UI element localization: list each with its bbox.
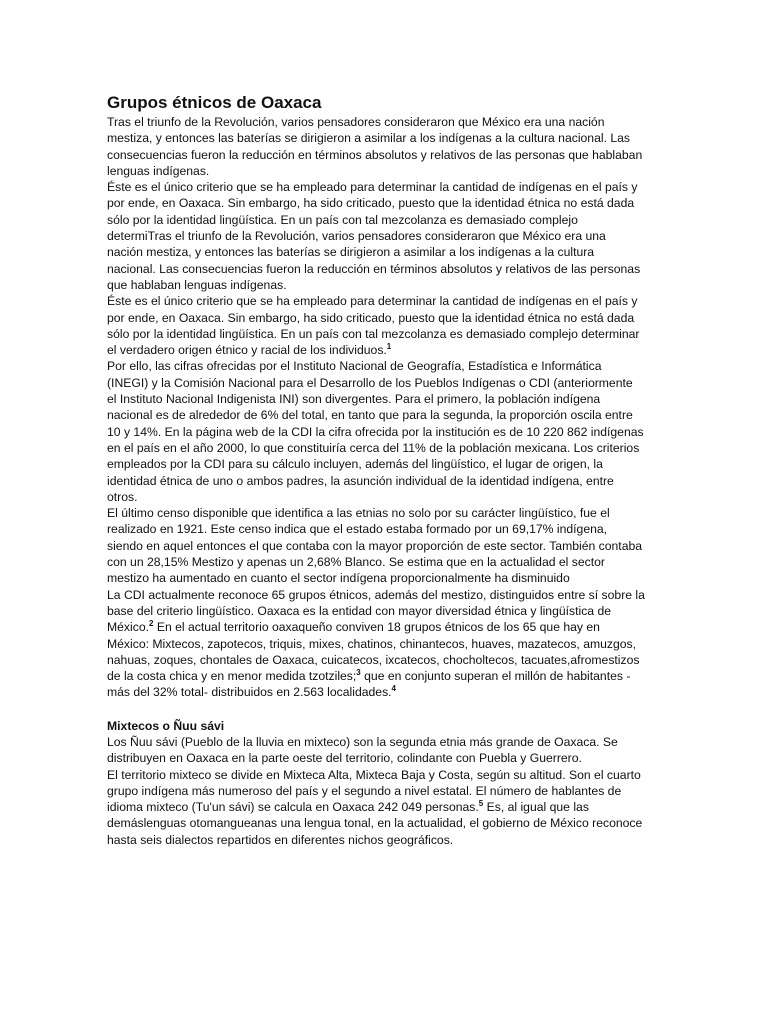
footnote-ref[interactable]: 3 [356,668,361,678]
paragraph-text: Es, al igual que las demáslenguas otomangueanas una lengua tonal, en la actualidad, el gobierno de México reconoce hasta seis dialectos repartidos en diferentes nichos geográficos. [107,800,643,847]
paragraph [107,293,645,358]
paragraph-text: El territorio mixteco se divide en Mixteca Alta, Mixteca Baja y Costa, según su altitud. Son el cuarto grupo indígena más numeroso del país y el segundo a nivel estatal. El número de hablantes de idioma mixteco (Tu'un sávi) se calcula en Oaxaca 242 049 personas. [107,767,641,815]
paragraph-text: En el actual territorio oaxaqueño conviven 18 grupos étnicos de los 65 que hay en México: Mixtecos, zapotecos, triquis, mixes, chatinos, chinantecos, huaves, mazatecos, amuzgos, nahuas, zoques, chontales de Oaxaca, cuicatecos, ixcatecos, chocholtecos, tacuates,afromestizos de la costa chica y en menor medida tzotziles; [107,620,640,684]
paragraph: Éste es el único criterio que se ha empleado para determinar la cantidad de indígenas en el país y por ende, en Oaxaca. Sin embargo, ha sido criticado, puesto que la identidad étnica no está dada sólo por la identidad lingüística. En un país con tal mezcolanza es demasiado complejo determiTras el triunfo de la Revolución, varios pensadores consideraron que México era una nación mestiza, y entonces las baterías se dirigieron a asimilar a los indígenas a la cultura nacional. Las consecuencias fueron la reducción en términos absolutos y relativos de las personas que hablaban lenguas indígenas. [107,180,641,292]
spacer [107,701,645,718]
section-title: Mixtecos o Ñuu sávi [107,718,225,733]
paragraph: Tras el triunfo de la Revolución, varios pensadores consideraron que México era una nación mestiza, y entonces las baterías se dirigieron a asimilar a los indígenas a la cultura nacional. Las consecuencias fueron la reducción en términos absolutos y relativos de las personas que hablaban lenguas indígenas. [107,115,643,178]
document-page [107,92,645,848]
paragraph: Los Ñuu sávi (Pueblo de la lluvia en mixteco) son la segunda etnia más grande de Oaxaca. Se distribuyen en Oaxaca en la parte oeste del territorio, colindante con Puebla y Guerrero. [107,734,618,766]
paragraph [107,587,645,701]
paragraph-text: Éste es el único criterio que se ha empleado para determinar la cantidad de indígenas en el país y por ende, en Oaxaca. Sin embargo, ha sido criticado, puesto que la identidad étnica no está dada sólo por la identidad lingüística. En un país con tal mezcolanza es demasiado complejo determinar el verdadero origen étnico y racial de los individuos. [107,294,640,358]
footnote-ref[interactable]: 4 [391,684,396,694]
document-title: Grupos étnicos de Oaxaca [107,93,322,112]
footnote-ref[interactable]: 5 [478,799,484,809]
paragraph [107,767,645,848]
paragraph: Por ello, las cifras ofrecidas por el Instituto Nacional de Geografía, Estadística e Informática (INEGI) y la Comisión Nacional para el Desarrollo de los Pueblos Indígenas o CDI (anteriormente el Instituto Nacional Indigenista INI) son divergentes. Para el primero, la población indígena nacional es de alrededor de 6% del total, en tanto que para la segunda, la proporción oscila entre 10 y 14%. En la página web de la CDI la cifra ofrecida por la institución es de 10 220 862 indígenas en el país en el año 2000, lo que constituiría cerca del 11% de la población mexicana. Los criterios empleados por la CDI para su cálculo incluyen, además del lingüístico, el lugar de origen, la identidad étnica de uno o ambos padres, la asunción individual de la identidad indígena, entre otros. [107,359,644,504]
paragraph-text: que en conjunto superan el millón de habitantes -más del 32% total- distribuidos en 2.563 localidades. [107,669,631,700]
paragraph-text: La CDI actualmente reconoce 65 grupos étnicos, además del mestizo, distinguidos entre sí sobre la base del criterio lingüístico. Oaxaca es la entidad con mayor diversidad étnica y lingüística de México. [107,587,645,635]
paragraph: El último censo disponible que identifica a las etnias no solo por su carácter lingüístico, fue el realizado en 1921. Este censo indica que el estado estaba formado por un 69,17% indígena, siendo en aquel entonces el que contaba con la mayor proporción de este sector. También contaba con un 28,15% Mestizo y apenas un 2,68% Blanco. Se estima que en la actualidad el sector mestizo ha aumentado en cuanto el sector indígena proporcionalmente ha disminuido [107,506,643,586]
footnote-ref[interactable]: 1 [386,342,392,352]
footnote-ref[interactable]: 2 [149,619,154,629]
